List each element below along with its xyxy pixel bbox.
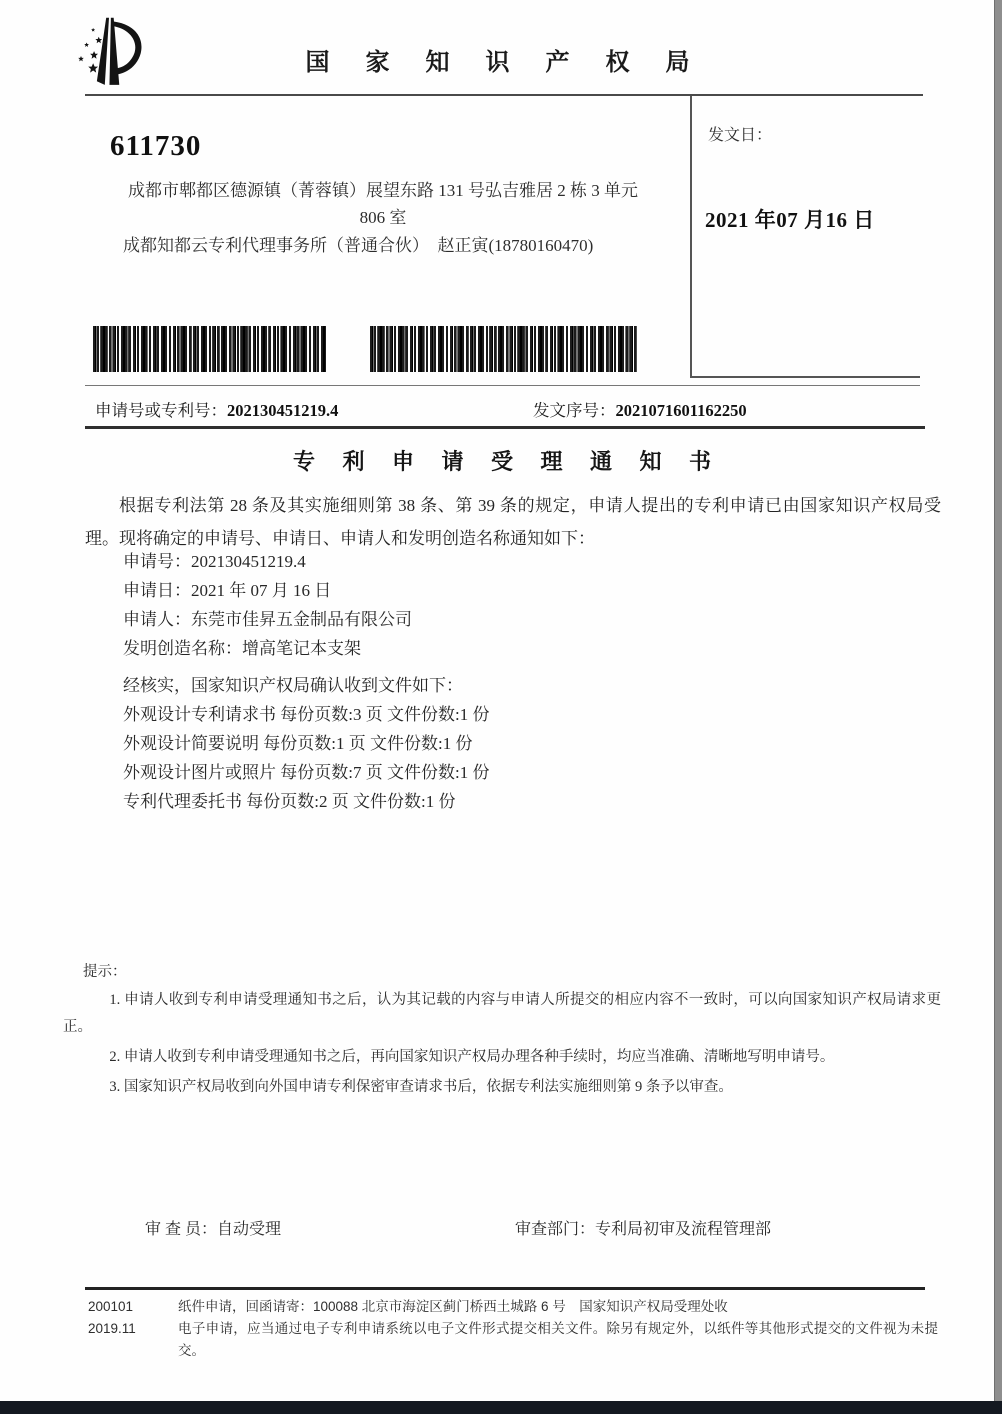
department-label: 审查部门：: [515, 1221, 596, 1238]
footer-form-revision: 2019.11: [88, 1321, 136, 1336]
footer-form-codes: [88, 1296, 136, 1340]
tips-label: 提示：: [83, 964, 127, 980]
application-fields: [123, 547, 412, 663]
examiner-group: [145, 1216, 281, 1239]
examiner-label: 审 查 员：: [145, 1221, 218, 1238]
received-file-item: 外观设计专利请求书 每份页数:3 页 文件份数:1 份: [123, 705, 490, 724]
field-invention-name: 发明创造名称：增高笔记本支架: [123, 639, 361, 658]
section-divider: [85, 426, 925, 429]
patent-agency-line: 成都知都云专利代理事务所（普通合伙） 赵正寅(18780160470): [123, 236, 594, 255]
tip-item-2: 2. 申请人收到专利申请受理通知书之后，再向国家知识产权局办理各种手续时，均应当准确、清晰地写明申请号。: [109, 1049, 835, 1065]
organization-title: 国 家 知 识 产 权 局: [305, 50, 705, 76]
dispatch-date-value: 2021 年07 月16 日: [705, 208, 875, 232]
footer-instructions: [178, 1296, 938, 1362]
received-file-item: 专利代理委托书 每份页数:2 页 文件份数:1 份: [123, 792, 456, 811]
footer-form-code: 200101: [88, 1299, 134, 1314]
tips-section: [63, 960, 941, 1104]
received-files-section: [123, 671, 489, 816]
tip-item-1: 1. 申请人收到专利申请受理通知书之后，认为其记载的内容与申请人所提交的相应内容不一致时，可以向国家知识产权局请求更正。: [63, 992, 941, 1035]
barcode-application-number-icon: [93, 326, 326, 372]
footer-electronic-filing-line: 电子申请，应当通过电子专利申请系统以电子文件形式提交相关文件。除另有规定外，以纸件等其他形式提交的文件视为未提交。: [178, 1321, 938, 1358]
dispatch-date-box: [690, 96, 920, 378]
serial-number-value: 2021071601162250: [615, 401, 747, 420]
notice-title: 专 利 申 请 受 理 通 知 书: [292, 449, 722, 474]
application-number-label: 申请号或专利号：: [95, 401, 227, 420]
recipient-address-line2: 806 室: [359, 208, 407, 227]
tip-item-3: 3. 国家知识产权局收到向外国申请专利保密审查请求书后，依据专利法实施细则第 9 条予以审查。: [109, 1079, 733, 1095]
field-application-date: 申请日：2021 年 07 月 16 日: [123, 581, 332, 600]
barcode-divider: [85, 385, 920, 386]
received-file-item: 外观设计图片或照片 每份页数:7 页 文件份数:1 份: [123, 763, 490, 782]
serial-number-group: [533, 397, 747, 421]
footer-divider: [85, 1287, 925, 1290]
recipient-postal-code: 611730: [110, 130, 202, 162]
scan-edge-bottom: [0, 1401, 1002, 1414]
department-value: 专利局初审及流程管理部: [595, 1221, 772, 1238]
department-group: [515, 1216, 771, 1239]
serial-number-label: 发文序号：: [533, 401, 616, 420]
received-files-intro: 经核实，国家知识产权局确认收到文件如下：: [123, 676, 463, 695]
application-number-value: 202130451219.4: [227, 401, 339, 420]
footer-paper-filing-line: 纸件申请，回函请寄：100088 北京市海淀区蓟门桥西土城路 6 号 国家知识产权局受理处收: [178, 1299, 728, 1314]
barcode-serial-number-icon: [370, 326, 638, 372]
dispatch-date-label: 发文日：: [708, 127, 773, 144]
recipient-address: [100, 177, 666, 231]
notice-intro-paragraph: 根据专利法第 28 条及其实施细则第 38 条、第 39 条的规定，申请人提出的专利申请已由国家知识产权局受理。现将确定的申请号、申请日、申请人和发明创造名称通知如下：: [85, 496, 941, 548]
application-number-group: [95, 397, 338, 421]
scan-edge-right: [994, 0, 1002, 1414]
examiner-value: 自动受理: [217, 1221, 282, 1238]
recipient-address-line1: 成都市郫都区德源镇（菁蓉镇）展望东路 131 号弘吉雅居 2 栋 3 单元: [128, 181, 638, 200]
received-file-item: 外观设计简要说明 每份页数:1 页 文件份数:1 份: [123, 734, 473, 753]
field-applicant: 申请人：东莞市佳昇五金制品有限公司: [123, 610, 412, 629]
field-application-number: 申请号：202130451219.4: [123, 552, 306, 571]
